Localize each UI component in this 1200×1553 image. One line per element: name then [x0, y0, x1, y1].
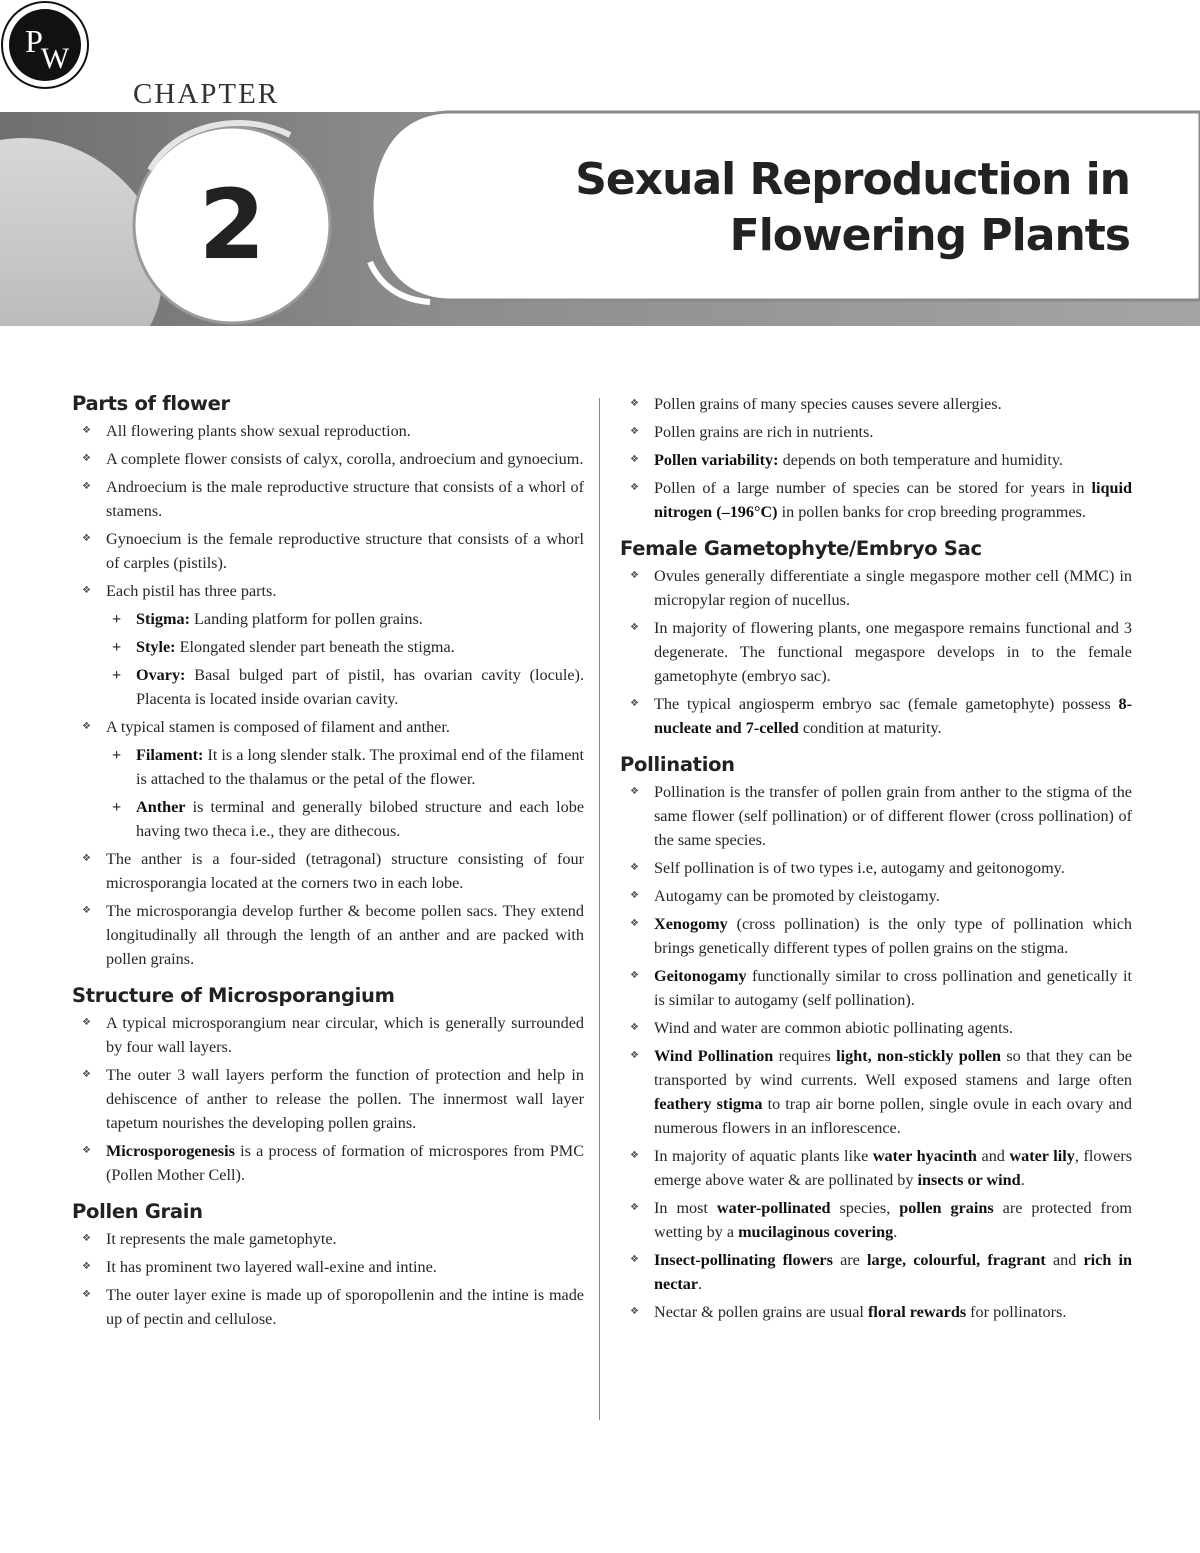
term: water-pollinated: [716, 1199, 831, 1217]
list-item: [620, 448, 1132, 472]
list-item: ❖ Autogamy can be promoted by cleistogamy.: [620, 884, 1132, 908]
pollination-list: [620, 780, 1132, 1324]
title-line-1: Sexual Reproduction in: [575, 154, 1130, 205]
list-item: ❖ The microsporangia develop further & become pollen sacs. They extend longitudinally all through the length of an anther and are packed with pollen grains.: [72, 899, 584, 971]
term: Microsporogenesis: [106, 1142, 235, 1160]
definition: depends on both temperature and humidity.: [778, 451, 1063, 469]
list-item: ❖ Pollination is the transfer of pollen grain from anther to the stigma of the same flower (self pollination) or of different flower (cross pollination) of the same species.: [620, 780, 1132, 852]
section-title-female-gametophyte: Female Gametophyte/Embryo Sac: [620, 537, 982, 560]
text-part: for pollinators.: [966, 1303, 1067, 1321]
list-item: ❖ It represents the male gametophyte.: [72, 1227, 584, 1251]
list-item: [72, 715, 584, 843]
text-part: and: [976, 1147, 1010, 1165]
term: floral rewards: [867, 1303, 967, 1321]
list-item-text: A typical stamen is composed of filament and anther.: [106, 718, 450, 736]
list-item: ❖ Gynoecium is the female reproductive structure that consists of a whorl of carples (pistils).: [72, 527, 584, 575]
text-part: .: [1020, 1171, 1025, 1189]
list-item: ❖ The outer 3 wall layers perform the function of protection and help in dehiscence of anther to release the pollen. The innermost wall layer tapetum nourishes the developing pollen grains.: [72, 1063, 584, 1135]
term: rich in nectar: [654, 1251, 1133, 1293]
term: Ovary:: [136, 666, 186, 684]
logo-letter-w: W: [40, 42, 70, 75]
list-item: ❖ Androecium is the male reproductive structure that consists of a whorl of stamens.: [72, 475, 584, 523]
term: liquid nitrogen (–196°C): [654, 479, 1132, 521]
list-item: [620, 1248, 1132, 1296]
sub-list-item: [106, 743, 584, 791]
term: 8-nucleate and 7-celled: [654, 695, 1132, 737]
text-part: are protected from wetting by a: [654, 1199, 1133, 1241]
definition: It is a long slender stalk. The proximal end of the filament is attached to the thalamus or the petal of the flower.: [136, 746, 584, 788]
left-column: [72, 392, 584, 1335]
text-part: Nectar & pollen grains are usual: [654, 1303, 868, 1321]
section-title-parts: Parts of flower: [72, 392, 230, 415]
text-part: in pollen banks for crop breeding programmes.: [777, 503, 1086, 521]
text-part: to trap air borne pollen, single ovule in each ovary and numerous flowers in an inflorescence.: [654, 1095, 1132, 1137]
definition: Basal bulged part of pistil, has ovarian cavity (locule). Placenta is located inside ovarian cavity.: [136, 666, 584, 708]
list-item: [620, 1300, 1132, 1324]
text-part: The typical angiosperm embryo sac (female gametophyte) possess: [654, 695, 1119, 713]
section-title-pollination: Pollination: [620, 753, 735, 776]
list-item: ❖ The outer layer exine is made up of sporopollenin and the intine is made up of pectin and cellulose.: [72, 1283, 584, 1331]
text-part: so that they can be transported by wind currents. Well exposed stamens and large often: [654, 1047, 1133, 1089]
definition: functionally similar to cross pollination and genetically it is similar to autogamy (self pollination).: [654, 967, 1132, 1009]
term: Anther: [136, 798, 186, 816]
term: Geitonogamy: [654, 967, 747, 985]
sub-list-item: [106, 663, 584, 711]
pistil-parts-list: [106, 607, 584, 711]
list-item-text: Each pistil has three parts.: [106, 582, 277, 600]
text-part: In majority of aquatic plants like: [654, 1147, 873, 1165]
text-part: , flowers emerge above water & are pollinated by: [654, 1147, 1133, 1189]
pollen-grain-list-right: [620, 392, 1132, 524]
definition: (cross pollination) is the only type of pollination which brings genetically different types of pollen grains on the stigma.: [654, 915, 1132, 957]
list-item: [620, 964, 1132, 1012]
list-item: ❖ The anther is a four-sided (tetragonal) structure consisting of four microsporangia located at the corners two in each lobe.: [72, 847, 584, 895]
pollen-grain-list-left: [72, 1227, 584, 1331]
title-line-2: Flowering Plants: [729, 210, 1130, 261]
list-item: ❖ Wind and water are common abiotic pollinating agents.: [620, 1016, 1132, 1040]
list-item: [620, 476, 1132, 524]
text-part: and: [1045, 1251, 1084, 1269]
right-column: [620, 392, 1132, 1328]
list-item: [620, 1144, 1132, 1192]
parts-list: [72, 419, 584, 971]
list-item: ❖ A typical microsporangium near circular, which is generally surrounded by four wall layers.: [72, 1011, 584, 1059]
list-item: [620, 912, 1132, 960]
chapter-label: CHAPTER: [133, 78, 280, 110]
term: insects or wind: [917, 1171, 1021, 1189]
list-item: [620, 1044, 1132, 1140]
definition: is a process of formation of microspores from PMC (Pollen Mother Cell).: [106, 1142, 584, 1184]
list-item: [620, 692, 1132, 740]
list-item: [72, 1139, 584, 1187]
column-divider: [599, 398, 600, 1420]
term: Pollen variability:: [654, 451, 779, 469]
section-title-pollen-grain: Pollen Grain: [72, 1200, 203, 1223]
term: Style:: [136, 638, 176, 656]
term: pollen grains: [899, 1199, 994, 1217]
pw-logo-icon: [0, 0, 90, 90]
text-part: species,: [830, 1199, 900, 1217]
list-item: ❖ A complete flower consists of calyx, corolla, androecium and gynoecium.: [72, 447, 584, 471]
microsporangium-list: [72, 1011, 584, 1187]
chapter-header: [0, 0, 1200, 340]
list-item: ❖ Ovules generally differentiate a single megaspore mother cell (MMC) in micropylar region of nucellus.: [620, 564, 1132, 612]
female-gametophyte-list: [620, 564, 1132, 740]
text-part: Pollen of a large number of species can be stored for years in: [654, 479, 1092, 497]
chapter-number: 2: [198, 169, 266, 281]
list-item: ❖ Pollen grains of many species causes severe allergies.: [620, 392, 1132, 416]
list-item: ❖ In majority of flowering plants, one megaspore remains functional and 3 degenerate. The functional megaspore develops in to the female gametophyte (embryo sac).: [620, 616, 1132, 688]
text-part: condition at maturity.: [798, 719, 942, 737]
term: Wind Pollination: [654, 1047, 774, 1065]
term: Filament:: [136, 746, 204, 764]
sub-list-item: [106, 635, 584, 659]
term: mucilaginous covering: [738, 1223, 894, 1241]
text-part: requires: [773, 1047, 837, 1065]
term: light, non-stickly pollen: [836, 1047, 1002, 1065]
term: water lily: [1009, 1147, 1075, 1165]
stamen-parts-list: [106, 743, 584, 843]
definition: is terminal and generally bilobed structure and each lobe having two theca i.e., they are dithecous.: [136, 798, 584, 840]
chapter-title: [575, 152, 1130, 264]
sub-list-item: [106, 607, 584, 631]
list-item: ❖ Pollen grains are rich in nutrients.: [620, 420, 1132, 444]
list-item: [620, 1196, 1132, 1244]
term: large, colourful, fragrant: [866, 1251, 1046, 1269]
term: Insect-pollinating flowers: [654, 1251, 833, 1269]
list-item: ❖ All flowering plants show sexual reproduction.: [72, 419, 584, 443]
text-part: .: [698, 1275, 703, 1293]
text-part: are: [832, 1251, 867, 1269]
text-part: .: [893, 1223, 898, 1241]
definition: Landing platform for pollen grains.: [189, 610, 423, 628]
term: Stigma:: [136, 610, 190, 628]
list-item: [72, 579, 584, 711]
list-item: ❖ Self pollination is of two types i.e, autogamy and geitonogomy.: [620, 856, 1132, 880]
text-part: In most: [654, 1199, 717, 1217]
term: feathery stigma: [654, 1095, 763, 1113]
section-title-microsporangium: Structure of Microsporangium: [72, 984, 395, 1007]
definition: Elongated slender part beneath the stigma.: [175, 638, 455, 656]
list-item: ❖ It has prominent two layered wall-exine and intine.: [72, 1255, 584, 1279]
sub-list-item: [106, 795, 584, 843]
term: water hyacinth: [872, 1147, 977, 1165]
logo-letter-p: P: [25, 23, 43, 59]
term: Xenogomy: [654, 915, 728, 933]
